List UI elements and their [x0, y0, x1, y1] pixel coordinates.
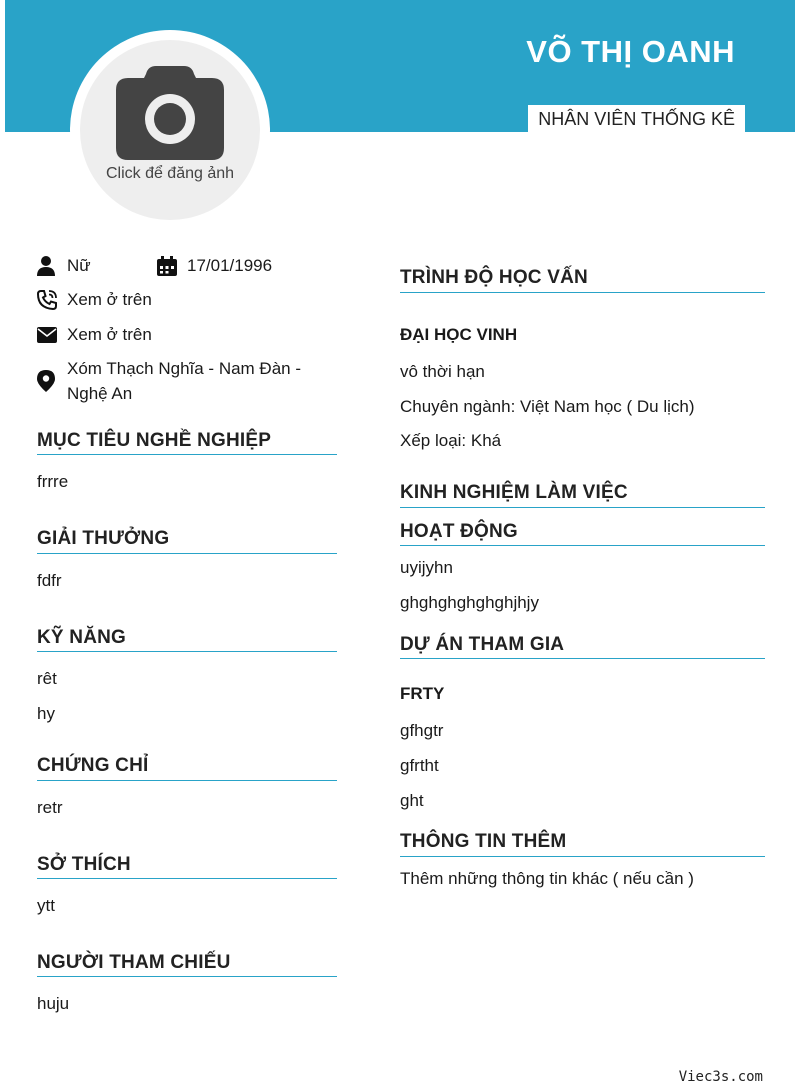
additional-info-divider	[400, 856, 765, 857]
address-line-1: Xóm Thạch Nghĩa - Nam Đàn -	[67, 359, 301, 378]
activities-divider	[400, 545, 765, 546]
references-text: huju	[37, 994, 70, 1013]
job-title: NHÂN VIÊN THỐNG KÊ	[528, 105, 745, 132]
envelope-icon	[37, 322, 57, 347]
additional-info-text: Thêm những thông tin khác ( nếu cần )	[400, 869, 694, 888]
avatar-upload[interactable]	[80, 40, 260, 220]
candidate-name: VÕ THỊ OANH	[526, 34, 735, 69]
additional-info-title: THÔNG TIN THÊM	[400, 831, 567, 852]
references-title: NGƯỜI THAM CHIẾU	[37, 952, 231, 973]
skills-item: hy	[37, 704, 55, 723]
project-item: gfhgtr	[400, 721, 444, 740]
calendar-icon	[157, 253, 177, 278]
avatar-upload-label: Click để đăng ảnh	[105, 165, 235, 182]
awards-divider	[37, 553, 337, 554]
address-line-2: Nghệ An	[67, 384, 133, 403]
education-school: ĐẠI HỌC VINH	[400, 325, 518, 344]
education-title: TRÌNH ĐỘ HỌC VẤN	[400, 267, 588, 288]
references-divider	[37, 976, 337, 977]
map-pin-icon	[37, 356, 57, 406]
activities-title: HOẠT ĐỘNG	[400, 521, 518, 542]
skills-title: KỸ NĂNG	[37, 627, 127, 648]
education-divider	[400, 292, 765, 293]
education-rank: Xếp loại: Khá	[400, 431, 502, 450]
skills-item: rêt	[37, 669, 57, 688]
experience-divider	[400, 507, 765, 508]
hobbies-title: SỞ THÍCH	[37, 854, 131, 875]
awards-text: fdfr	[37, 571, 62, 590]
camera-icon	[116, 66, 224, 160]
skills-divider	[37, 651, 337, 652]
projects-divider	[400, 658, 765, 659]
awards-title: GIẢI THƯỞNG	[37, 528, 170, 549]
project-name: FRTY	[400, 684, 445, 703]
objective-divider	[37, 454, 337, 455]
education-major: Chuyên ngành: Việt Nam học ( Du lịch)	[400, 397, 695, 416]
birthdate-value: 17/01/1996	[187, 256, 273, 275]
objective-title: MỤC TIÊU NGHỀ NGHIỆP	[37, 430, 272, 451]
phone-icon	[37, 287, 57, 312]
certificates-text: retr	[37, 798, 63, 817]
gender-value: Nữ	[67, 256, 91, 275]
education-period: vô thời hạn	[400, 362, 485, 381]
birthdate-row	[157, 253, 272, 278]
address-row	[37, 356, 301, 406]
email-value: Xem ở trên	[67, 325, 152, 344]
project-item: gfrtht	[400, 756, 439, 775]
phone-value: Xem ở trên	[67, 290, 152, 309]
activities-item: uyijyhn	[400, 558, 453, 577]
activities-item: ghghghghghghjhjy	[400, 593, 539, 612]
gender-row	[37, 253, 91, 278]
person-icon	[37, 253, 57, 278]
experience-title: KINH NGHIỆM LÀM VIỆC	[400, 482, 628, 503]
projects-title: DỰ ÁN THAM GIA	[400, 634, 565, 655]
hobbies-divider	[37, 878, 337, 879]
email-row	[37, 322, 152, 347]
project-item: ght	[400, 791, 424, 810]
objective-text: frrre	[37, 472, 69, 491]
hobbies-text: ytt	[37, 896, 55, 915]
footer-watermark: Viec3s.com	[678, 1069, 763, 1085]
phone-row	[37, 287, 152, 312]
certificates-title: CHỨNG CHỈ	[37, 755, 149, 776]
certificates-divider	[37, 780, 337, 781]
